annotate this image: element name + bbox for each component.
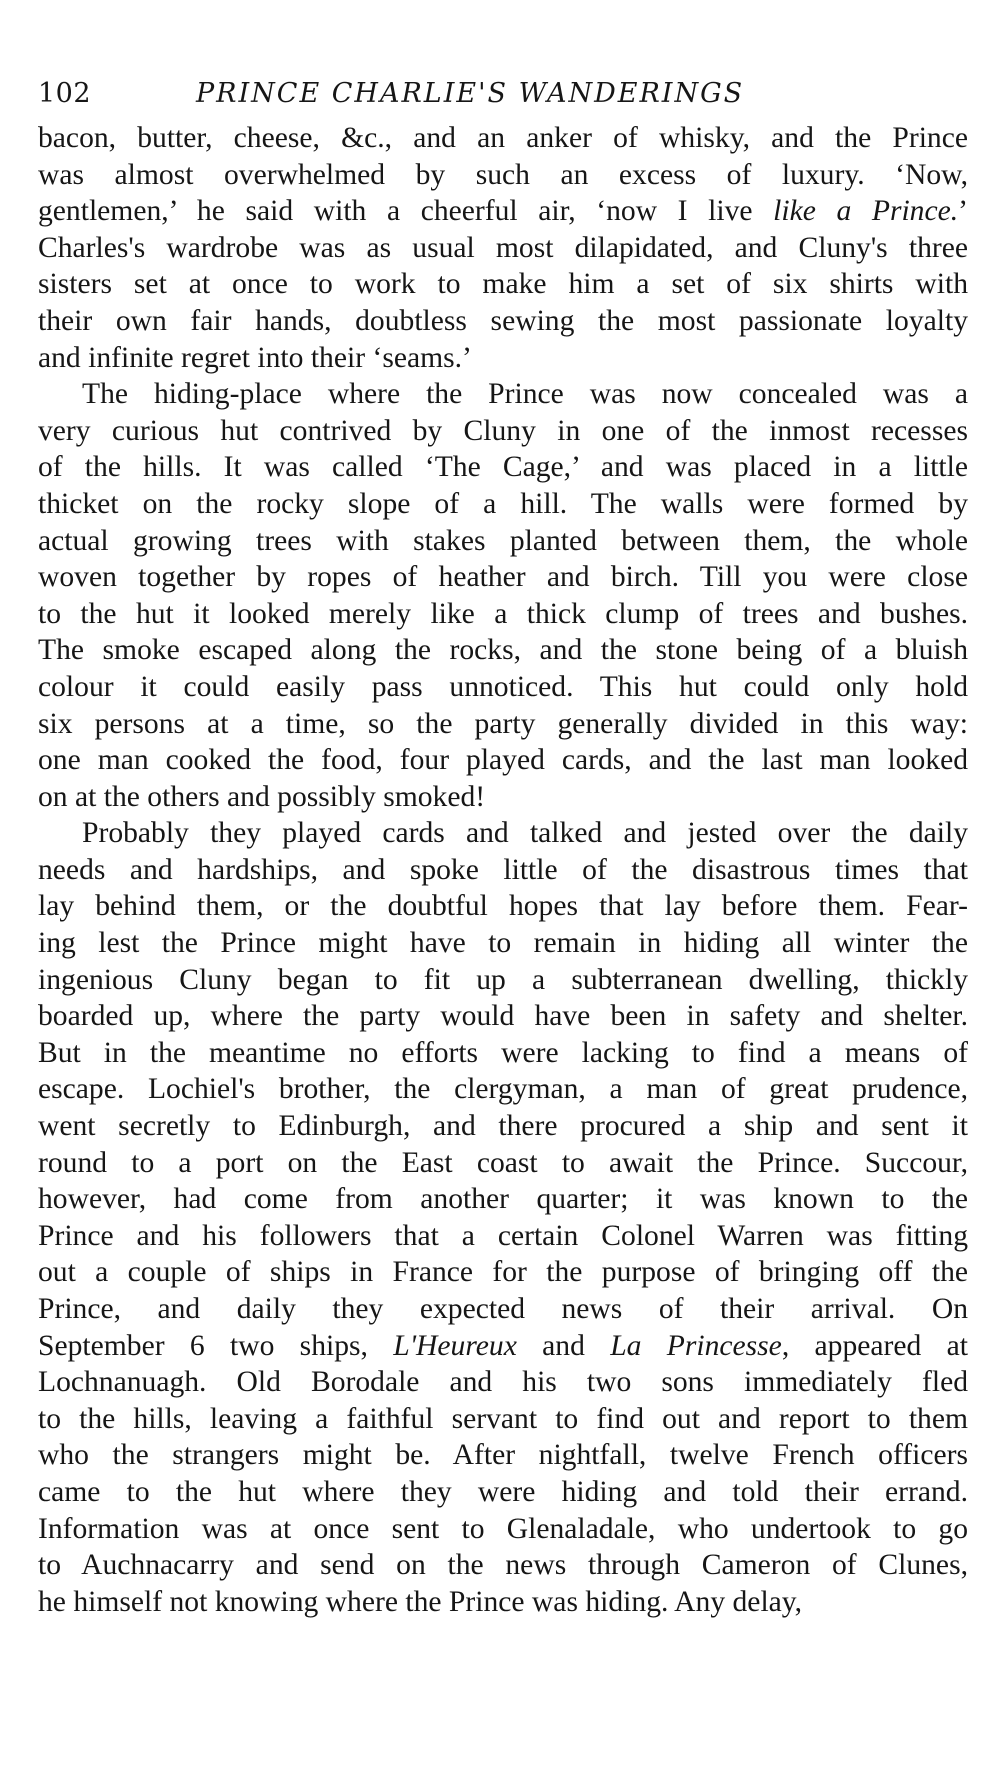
text-line: ingenious Cluny began to fit up a subterranean dwelling, thickly — [38, 963, 968, 996]
body-text — [38, 120, 968, 1620]
running-title: PRINCE CHARLIE'S WANDERINGS — [196, 78, 745, 109]
text-line: colour it could easily pass unnoticed. This hut could only hold — [38, 670, 968, 703]
text-line: who the strangers might be. After nightfall, twelve French officers — [38, 1439, 968, 1472]
text-line: to the hut it looked merely like a thick clump of trees and bushes. — [38, 597, 968, 630]
text-line: ing lest the Prince might have to remain in hiding all winter the — [38, 927, 968, 960]
text-line: Prince and his followers that a certain Colonel Warren was fitting — [38, 1219, 968, 1252]
running-head — [38, 60, 968, 120]
text-line: bacon, butter, cheese, &c., and an anker of whisky, and the Prince — [38, 122, 968, 154]
text-line: on at the others and possibly smoked! — [38, 780, 486, 813]
text-line: lay behind them, or the doubtful hopes that lay before them. Fear- — [38, 890, 968, 923]
text-line: six persons at a time, so the party generally divided in this way: — [38, 707, 968, 740]
text-line: out a couple of ships in France for the purpose of bringing off the — [38, 1256, 968, 1289]
paragraph — [38, 120, 968, 376]
text-line: to the hills, leaving a faithful servant to find out and report to them — [38, 1402, 968, 1435]
text-line: and infinite regret into their ‘seams.’ — [38, 341, 472, 374]
text-line: came to the hut where they were hiding and told their errand. — [38, 1475, 968, 1508]
text-line: The hiding-place where the Prince was now concealed was a — [82, 378, 968, 411]
text-line: The smoke escaped along the rocks, and the stone being of a bluish — [38, 634, 968, 667]
text-line: needs and hardships, and spoke little of the disastrous times that — [38, 853, 968, 886]
text-line: Probably they played cards and talked and jested over the daily — [82, 817, 968, 850]
text-line: he himself not knowing where the Prince was hiding. Any delay, — [38, 1585, 803, 1618]
text-line: of the hills. It was called ‘The Cage,’ and was placed in a little — [38, 451, 968, 484]
text-line: gentlemen,’ he said with a cheerful air, ‘now I live like a Prince.’ — [38, 195, 969, 228]
book-page — [38, 60, 968, 1620]
paragraph — [38, 376, 968, 815]
text-line: round to a port on the East coast to await the Prince. Succour, — [38, 1146, 968, 1179]
text-line: actual growing trees with stakes planted between them, the whole — [38, 524, 968, 557]
text-line: was almost overwhelmed by such an excess of luxury. ‘Now, — [38, 158, 968, 191]
text-line: Information was at once sent to Glenaladale, who undertook to go — [38, 1512, 968, 1545]
text-line: sisters set at once to work to make him a set of six shirts with — [38, 268, 968, 301]
text-line: however, had come from another quarter; it was known to the — [38, 1183, 968, 1216]
text-line: Prince, and daily they expected news of their arrival. On — [38, 1293, 968, 1325]
text-line: boarded up, where the party would have been in safety and shelter. — [38, 1000, 968, 1033]
text-line: Lochnanuagh. Old Borodale and his two sons immediately fled — [38, 1366, 968, 1399]
text-line: September 6 two ships, L'Heureux and La Princesse, appeared at — [38, 1329, 968, 1362]
text-line: thicket on the rocky slope of a hill. The walls were formed by — [38, 487, 968, 520]
text-line: very curious hut contrived by Cluny in one of the inmost recesses — [38, 414, 968, 447]
text-line: their own fair hands, doubtless sewing the most passionate loyalty — [38, 304, 968, 337]
text-line: Charles's wardrobe was as usual most dilapidated, and Cluny's three — [38, 231, 968, 264]
text-line: went secretly to Edinburgh, and there procured a ship and sent it — [38, 1110, 968, 1143]
text-line: one man cooked the food, four played cards, and the last man looked — [38, 744, 968, 777]
page-number: 102 — [38, 78, 92, 109]
text-line: But in the meantime no efforts were lacking to find a means of — [38, 1036, 968, 1069]
text-line: escape. Lochiel's brother, the clergyman, a man of great prudence, — [38, 1073, 968, 1106]
text-line: woven together by ropes of heather and birch. Till you were close — [38, 561, 968, 594]
text-line: to Auchnacarry and send on the news through Cameron of Clunes, — [38, 1549, 968, 1582]
paragraph — [38, 815, 968, 1620]
